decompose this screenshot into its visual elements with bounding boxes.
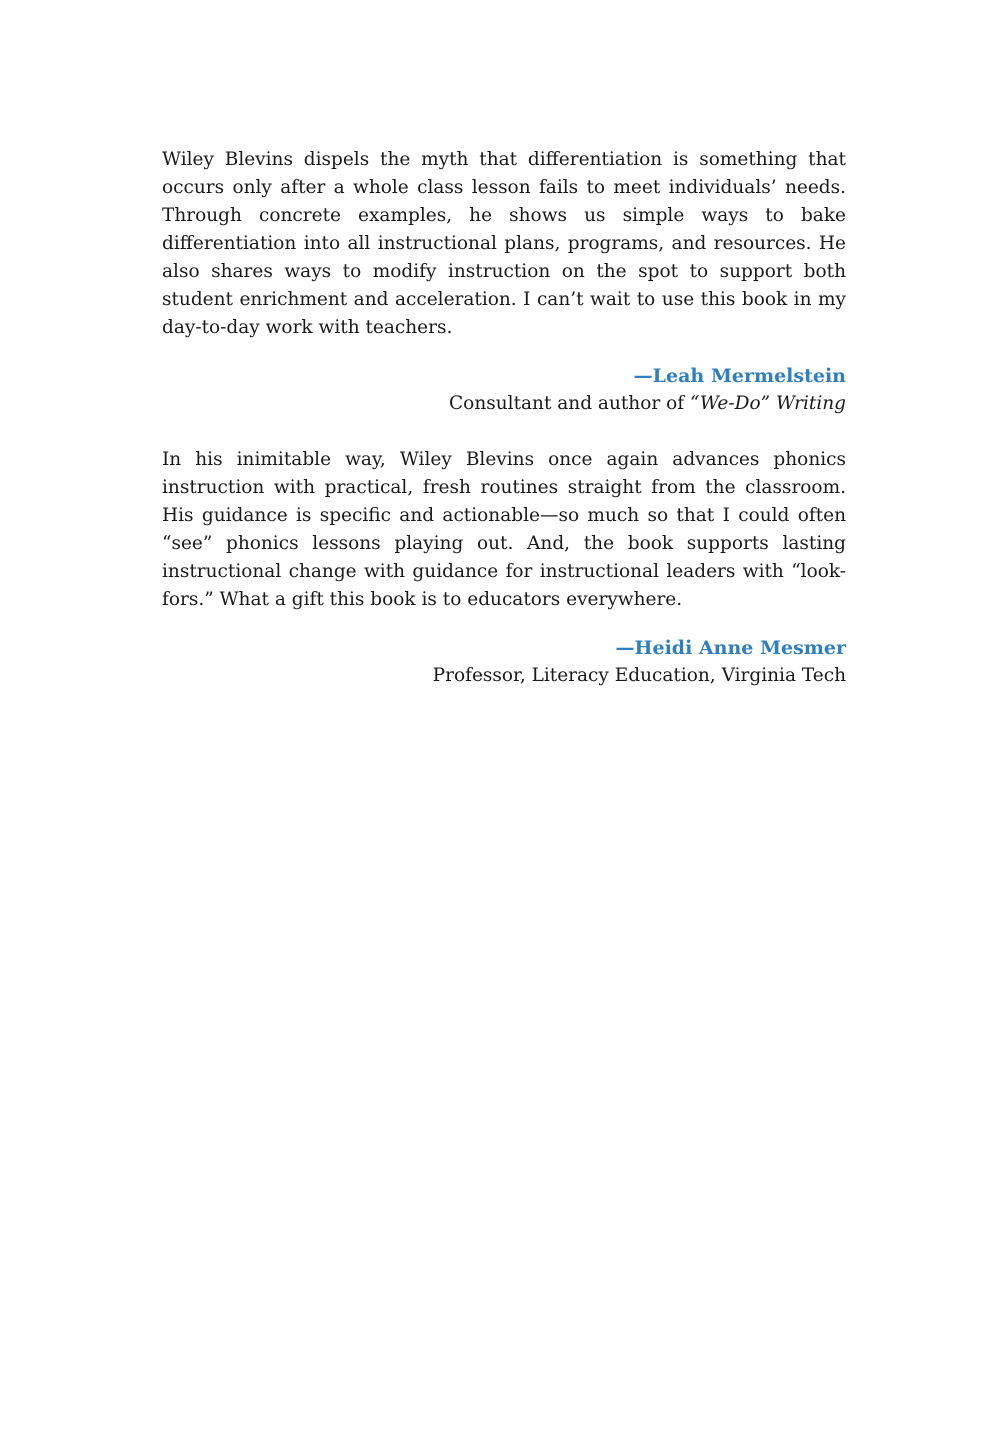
book-title: “We-Do” Writing [689, 393, 846, 414]
endorsements-section [162, 146, 846, 690]
author-title-text: Professor, Literacy Education, Virginia Tech [432, 665, 846, 686]
author-title-text: Consultant and author of [449, 393, 690, 414]
endorsement-2 [162, 446, 846, 690]
endorsement-attribution [162, 634, 846, 690]
author-title [162, 662, 846, 690]
author-name: —Leah Mermelstein [633, 365, 846, 387]
endorsement-quote: In his inimitable way, Wiley Blevins once again advances phonics instruction with practical, fresh routines straight from the classroom. His guidance is specific and actionable—so much so that I could often “see” phonics lessons playing out. And, the book supports lasting instructional change with guidance for instructional leaders with “look-fors.” What a gift this book is to educators everywhere. [162, 449, 846, 610]
author-title [162, 390, 846, 418]
endorsement-attribution [162, 362, 846, 418]
endorsement-1 [162, 146, 846, 418]
endorsement-quote: Wiley Blevins dispels the myth that differentiation is something that occurs only after a whole class lesson fails to meet individuals’ needs. Through concrete examples, he shows us simple ways to bake differentiation into all instructional plans, programs, and resources. He also shares ways to modify instruction on the spot to support both student enrichment and acceleration. I can’t wait to use this book in my day-to-day work with teachers. [162, 149, 846, 338]
author-name: —Heidi Anne Mesmer [615, 637, 846, 659]
